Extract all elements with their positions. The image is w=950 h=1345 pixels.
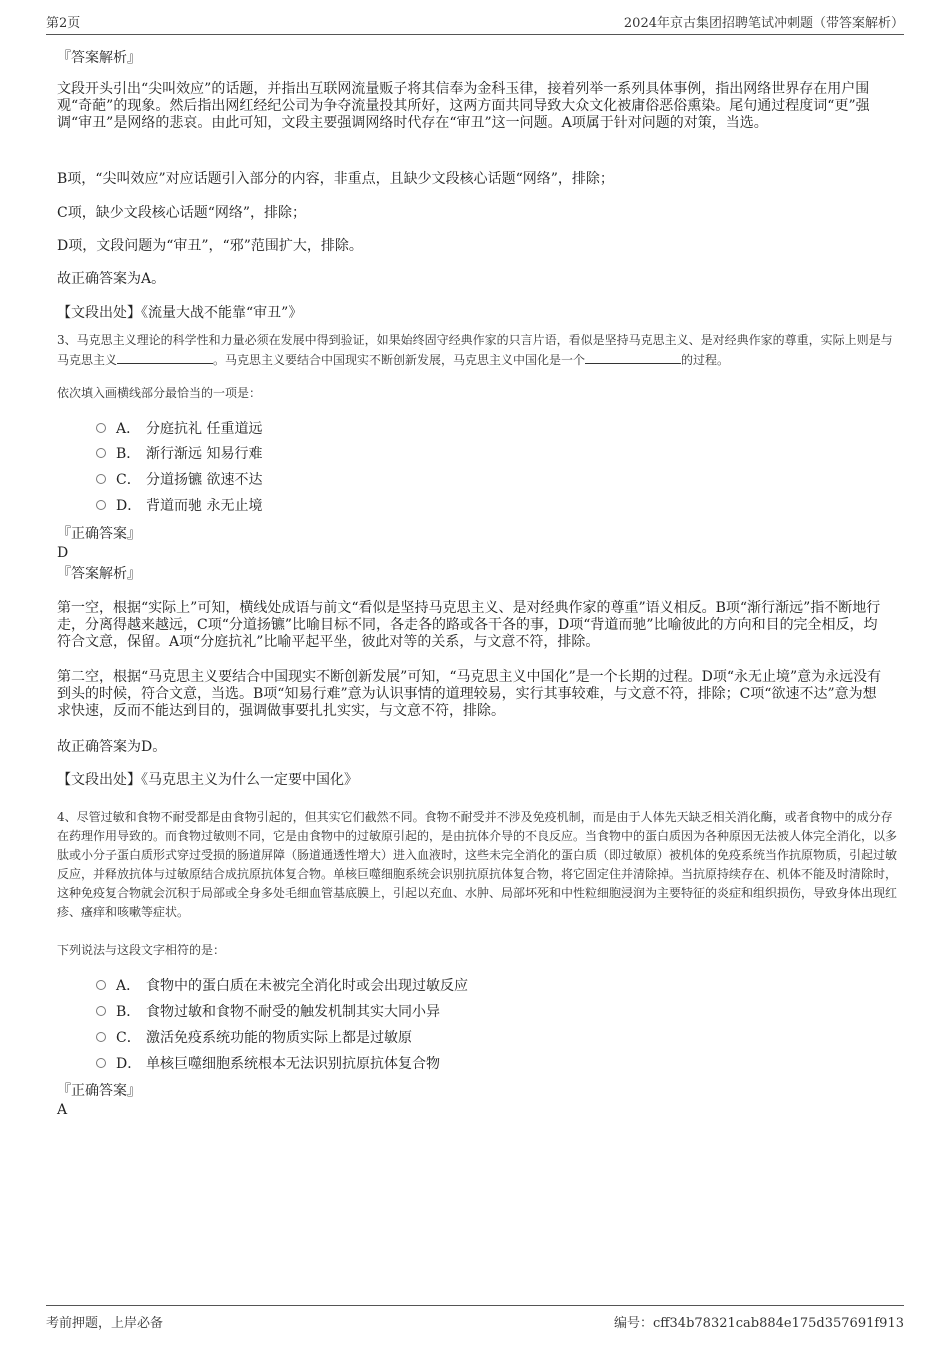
footer-slogan: 考前押题，上岸必备 [46, 1316, 164, 1331]
radio-icon[interactable] [96, 500, 106, 510]
option-a[interactable]: A． 食物中的蛋白质在未被完全消化时或会出现过敏反应 [96, 978, 468, 995]
radio-icon[interactable] [96, 474, 106, 484]
analysis-heading: 『答案解析』 [57, 566, 141, 582]
radio-icon[interactable] [96, 1058, 106, 1068]
correct-answer: D [57, 545, 69, 561]
option-c[interactable]: C． 分道扬镳 欲速不达 [96, 472, 262, 489]
option-b[interactable]: B． 渐行渐远 知易行难 [96, 446, 262, 463]
analysis-heading: 『答案解析』 [57, 50, 141, 66]
option-c[interactable]: C． 激活免疫系统功能的物质实际上都是过敏原 [96, 1030, 412, 1047]
source-citation: 【文段出处】《马克思主义为什么一定要中国化》 [57, 772, 358, 788]
radio-icon[interactable] [96, 1006, 106, 1016]
radio-icon[interactable] [96, 980, 106, 990]
analysis-paragraph: D项，文段问题为“审丑”，“邪”范围扩大，排除。 [57, 238, 363, 254]
correct-answer: A [57, 1102, 68, 1118]
document-title: 2024年京古集团招聘笔试冲刺题（带答案解析） [623, 16, 904, 31]
question-prompt: 下列说法与这段文字相符的是： [57, 943, 226, 957]
answer-conclusion: 故正确答案为D。 [57, 739, 167, 755]
page-footer [46, 1305, 904, 1331]
question-stem: 4、尽管过敏和食物不耐受都是由食物引起的，但其实它们截然不同。食物不耐受并不涉及免疫机制，而是由于人体先天缺乏相关消化酶，或者食物中的成分存在药理作用导致的。而食物过敏则不同，它是由食物中的过敏原引起的，是由抗体介导的不良反应。当食物中的蛋白质因为各种原因无法被人体完全消化，以多肽或小分子蛋白质形式穿过受损的肠道屏障（肠道通透性增大）进入血液时，这些未完全消化的蛋白质（即过敏原）被机体的免疫系统当作抗原物质，引起过敏反应，并释放抗体与过敏原结合成抗原抗体复合物。单核巨噬细胞系统会识别抗原抗体复合物，将它固定住并清除掉。当抗原持续存在、机体不能及时清除时，这种免疫复合物就会沉积于局部或全身多处毛细血管基底膜上，引起以充血、水肿、局部坏死和中性粒细胞浸润为主要特征的炎症和组织损伤，导致身体出现红疹、瘙痒和咳嗽等症状。 [57, 810, 898, 919]
option-b[interactable]: B． 食物过敏和食物不耐受的触发机制其实大同小异 [96, 1004, 440, 1021]
option-d[interactable]: D． 背道而驰 永无止境 [96, 498, 262, 515]
source-citation: 【文段出处】《流量大战不能靠“审丑”》 [57, 305, 303, 321]
document-id: 编号：cff34b78321cab884e175d357691f913 [614, 1316, 904, 1331]
correct-answer-heading: 『正确答案』 [57, 1083, 141, 1099]
radio-icon[interactable] [96, 1032, 106, 1042]
option-d[interactable]: D． 单核巨噬细胞系统根本无法识别抗原抗体复合物 [96, 1056, 440, 1073]
analysis-paragraph: 第二空，根据“马克思主义要结合中国现实不断创新发展”可知，“马克思主义中国化”是一个长期的过程。D项“永无止境”意为永远没有到头的时候，符合文意，当选。B项“知易行难”意为认识事情的道理较易，实行其事较难，与文意不符，排除；C项“欲速不达”意为想求快速，反而不能达到目的，强调做事要扎扎实实，与文意不符，排除。 [57, 669, 882, 719]
question-stem: 3、马克思主义理论的科学性和力量必须在发展中得到验证，如果始终固守经典作家的只言片语，看似是坚持马克思主义、是对经典作家的尊重，实际上则是与马克思主义 。马克思主义要结合中国现实不断创新发展，马克思主义中国化是一个 的过程。 [57, 333, 893, 367]
page-header [46, 12, 904, 35]
radio-icon[interactable] [96, 448, 106, 458]
fill-blank [117, 350, 213, 364]
question-prompt: 依次填入画横线部分最恰当的一项是： [57, 386, 262, 400]
page-number: 第2页 [46, 16, 81, 31]
answer-conclusion: 故正确答案为A。 [57, 271, 166, 287]
fill-blank [585, 350, 681, 364]
radio-icon[interactable] [96, 423, 106, 433]
analysis-paragraph: C项，缺少文段核心话题“网络”，排除； [57, 205, 307, 221]
analysis-paragraph: 第一空，根据“实际上”可知，横线处成语与前文“看似是坚持马克思主义、是对经典作家的尊重”语义相反。B项“渐行渐远”指不断地行走，分离得越来越远，C项“分道扬镳”比喻目标不同，各走各的路或各干各的事，D项“背道而驰”比喻彼此的方向和目的完全相反，均符合文意，保留。A项“分庭抗礼”比喻平起平坐，彼此对等的关系，与文意不符，排除。 [57, 600, 881, 650]
correct-answer-heading: 『正确答案』 [57, 526, 141, 542]
analysis-paragraph: 文段开头引出“尖叫效应”的话题，并指出互联网流量贩子将其信奉为金科玉律，接着列举一系列具体事例，指出网络世界存在用户围观“奇葩”的现象。然后指出网红经纪公司为争夺流量投其所好，这两方面共同导致大众文化被庸俗恶俗熏染。尾句通过程度词“更”强调“审丑”是网络的悲哀。由此可知，文段主要强调网络时代存在“审丑”这一问题。A项属于针对问题的对策，当选。 [57, 81, 870, 131]
analysis-paragraph: B项，“尖叫效应”对应话题引入部分的内容，非重点，且缺少文段核心话题“网络”，排除； [57, 171, 614, 187]
option-a[interactable]: A． 分庭抗礼 任重道远 [96, 421, 262, 438]
